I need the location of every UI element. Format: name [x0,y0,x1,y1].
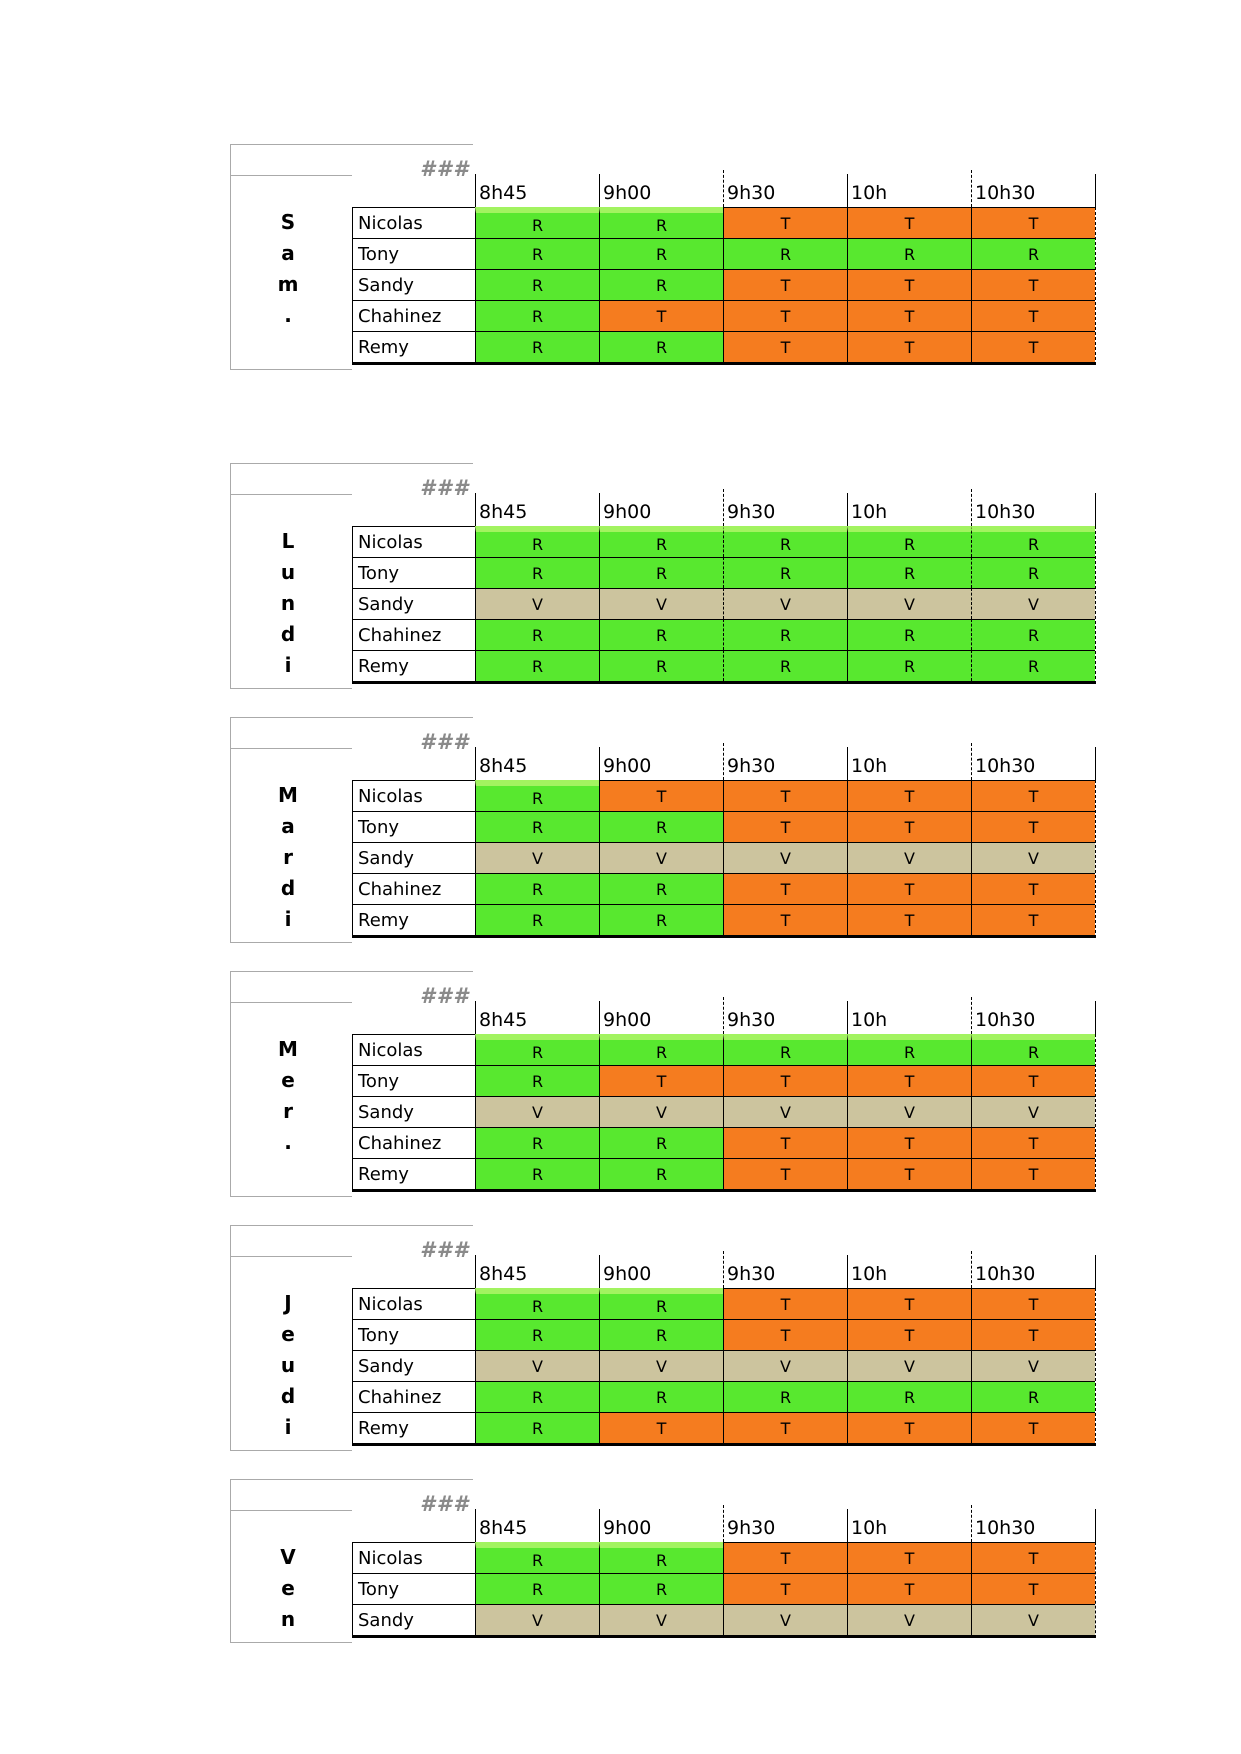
day-label-letter: i [284,907,292,931]
schedule-cell[interactable]: T [723,331,847,362]
schedule-cell[interactable]: R [599,904,723,935]
employee-name-cell[interactable]: Sandy [352,842,475,873]
schedule-cell[interactable]: R [847,1034,971,1065]
schedule-cell[interactable]: R [599,1542,723,1573]
schedule-cell[interactable]: R [599,811,723,842]
overflow-marker-cell[interactable]: ### [420,157,470,181]
day-label-letter: e [281,1068,295,1092]
schedule-cell[interactable]: R [599,1319,723,1350]
schedule-cell[interactable]: V [475,1350,599,1381]
schedule-cell[interactable]: T [971,1412,1095,1443]
schedule-cell[interactable]: R [971,619,1095,650]
schedule-cell[interactable]: T [971,300,1095,331]
page-break-dashed-line [971,997,972,1034]
day-label-letter: . [284,1130,292,1154]
schedule-cell[interactable]: R [971,650,1095,681]
schedule-cell[interactable]: V [723,1096,847,1127]
employee-name-cell[interactable]: Nicolas [352,1288,475,1319]
header-separator-line [599,1255,600,1288]
gridline-top [230,463,473,464]
day-label-letter: m [277,272,299,296]
schedule-cell[interactable]: R [475,1034,599,1065]
schedule-cell[interactable]: V [971,588,1095,619]
schedule-cell[interactable]: R [723,619,847,650]
time-header-cell[interactable]: 8h45 [479,1009,528,1031]
employee-name-cell[interactable]: Remy [352,904,475,935]
schedule-cell[interactable]: R [971,1034,1095,1065]
schedule-cell[interactable]: T [971,1065,1095,1096]
day-label-letter: a [281,814,295,838]
day-schedule-table [230,1225,1098,1453]
day-label-letter: a [281,241,295,265]
schedule-cell[interactable]: V [847,1350,971,1381]
time-header-cell[interactable]: 10h [851,1009,888,1031]
schedule-cell[interactable]: R [599,557,723,588]
employee-name-cell[interactable]: Nicolas [352,207,475,238]
schedule-cell[interactable]: R [475,557,599,588]
day-label-letter: e [281,1322,295,1346]
time-header-cell[interactable]: 10h30 [975,1009,1036,1031]
schedule-cell[interactable]: R [723,557,847,588]
time-header-cell[interactable]: 9h00 [603,1009,652,1031]
schedule-cell[interactable]: T [971,780,1095,811]
employee-name-cell[interactable]: Nicolas [352,780,475,811]
header-separator-line [475,1509,476,1542]
time-header-cell[interactable]: 8h45 [479,755,528,777]
day-label-letter: J [284,1291,292,1315]
header-separator-line [475,747,476,780]
header-separator-line [847,747,848,780]
schedule-cell[interactable]: R [475,1288,599,1319]
page-break-dashed-line-right [1095,1034,1096,1192]
gridline-bottom [230,1196,352,1197]
schedule-cell[interactable]: R [599,1573,723,1604]
day-label-letter: r [283,1099,293,1123]
schedule-cell[interactable]: R [971,238,1095,269]
schedule-cell[interactable]: T [847,811,971,842]
schedule-cell[interactable]: T [847,1065,971,1096]
schedule-cell[interactable]: V [847,1096,971,1127]
header-separator-line [475,493,476,526]
employee-name-cell[interactable]: Nicolas [352,1034,475,1065]
time-header-cell[interactable]: 10h30 [975,501,1036,523]
employee-name-cell[interactable]: Sandy [352,1350,475,1381]
schedule-cell[interactable]: R [599,1158,723,1189]
employee-name-cell[interactable]: Chahinez [352,619,475,650]
time-header-cell[interactable]: 8h45 [479,501,528,523]
header-separator-line [1095,1255,1096,1288]
schedule-cell[interactable]: R [475,780,599,811]
schedule-cell[interactable]: T [723,1065,847,1096]
schedule-cell[interactable]: T [847,1127,971,1158]
page-break-dashed-line [971,489,972,526]
header-separator-line [1095,493,1096,526]
schedule-cell[interactable]: T [971,207,1095,238]
schedule-cell[interactable]: R [847,650,971,681]
page-break-dashed-line [971,1505,972,1542]
time-header-cell[interactable]: 10h30 [975,1263,1036,1285]
header-separator-line [599,174,600,207]
schedule-cell[interactable]: V [847,1604,971,1635]
gridline-top [230,144,473,145]
schedule-cell[interactable]: V [599,588,723,619]
time-header-cell[interactable]: 9h30 [727,1009,776,1031]
header-separator-line [847,1001,848,1034]
schedule-cell[interactable]: T [723,1573,847,1604]
page-break-dashed-line [971,743,972,780]
employee-name-cell[interactable]: Tony [352,238,475,269]
header-separator-line [475,1255,476,1288]
gridline-bottom [230,1450,352,1451]
schedule-cell[interactable]: T [723,1412,847,1443]
time-header-cell[interactable]: 10h30 [975,1517,1036,1539]
schedule-cell[interactable]: R [599,873,723,904]
schedule-cell[interactable]: R [599,1034,723,1065]
day-label-letter: M [278,1037,298,1061]
day-label-letter: i [284,1415,292,1439]
schedule-cell[interactable]: T [847,300,971,331]
schedule-cell[interactable]: R [723,526,847,557]
employee-name-cell[interactable]: Remy [352,650,475,681]
schedule-cell[interactable]: V [723,1350,847,1381]
schedule-cell[interactable]: T [723,269,847,300]
day-label-letter: d [280,1384,296,1408]
schedule-cell[interactable]: T [971,904,1095,935]
overflow-marker-cell[interactable]: ### [420,1492,470,1516]
schedule-cell[interactable]: V [599,1350,723,1381]
day-label-letter: . [284,303,292,327]
schedule-grid [352,1288,1095,1446]
day-schedule-table [230,144,1098,372]
employee-name-cell[interactable]: Remy [352,331,475,362]
schedule-cell[interactable]: V [475,1096,599,1127]
overflow-marker-cell[interactable]: ### [420,984,470,1008]
schedule-cell[interactable]: T [723,904,847,935]
employee-name-cell[interactable]: Tony [352,1319,475,1350]
schedule-cell[interactable]: R [475,1158,599,1189]
time-header-cell[interactable]: 9h00 [603,182,652,204]
header-separator-line [1095,747,1096,780]
time-header-cell[interactable]: 10h [851,501,888,523]
employee-name-cell[interactable]: Nicolas [352,526,475,557]
schedule-cell[interactable]: R [847,526,971,557]
header-separator-line [599,1001,600,1034]
schedule-cell[interactable]: T [971,1127,1095,1158]
day-label-letter: e [281,1576,295,1600]
gridline-top [230,971,473,972]
employee-name-cell[interactable]: Chahinez [352,873,475,904]
schedule-cell[interactable]: T [971,1288,1095,1319]
schedule-cell[interactable]: T [847,269,971,300]
schedule-cell[interactable]: R [475,1065,599,1096]
time-header-cell[interactable]: 9h30 [727,501,776,523]
schedule-cell[interactable]: R [599,1127,723,1158]
day-label-letter: d [280,622,296,646]
time-header-cell[interactable]: 8h45 [479,1517,528,1539]
time-header-cell[interactable]: 9h30 [727,1517,776,1539]
time-header-cell[interactable]: 10h30 [975,755,1036,777]
schedule-cell[interactable]: R [971,1381,1095,1412]
schedule-cell[interactable]: R [599,269,723,300]
schedule-cell[interactable]: V [723,842,847,873]
day-label-letter: M [278,783,298,807]
page-break-dashed-line [723,997,724,1034]
schedule-cell[interactable]: T [723,1319,847,1350]
schedule-cell[interactable]: V [847,588,971,619]
schedule-cell[interactable]: R [475,619,599,650]
day-label-letter: S [280,210,296,234]
header-separator-line [1095,174,1096,207]
schedule-cell[interactable]: R [971,557,1095,588]
employee-name-cell[interactable]: Sandy [352,588,475,619]
gridline-bottom [230,369,352,370]
schedule-cell[interactable]: R [599,238,723,269]
employee-name-cell[interactable]: Sandy [352,1604,475,1635]
time-header-cell[interactable]: 9h30 [727,182,776,204]
page-break-dashed-line-right [1095,207,1096,365]
header-separator-line [847,493,848,526]
schedule-cell[interactable]: R [599,1288,723,1319]
day-label-letter: V [280,1545,296,1569]
schedule-cell[interactable]: R [475,238,599,269]
time-header-cell[interactable]: 9h30 [727,1263,776,1285]
schedule-cell[interactable]: R [723,1034,847,1065]
schedule-cell[interactable]: T [971,873,1095,904]
page-break-dashed-line [723,170,724,207]
employee-name-cell[interactable]: Chahinez [352,1127,475,1158]
day-label-letter: r [283,845,293,869]
schedule-cell[interactable]: R [847,238,971,269]
schedule-cell[interactable]: T [971,811,1095,842]
gridline-top [230,717,473,718]
gridline-bottom [230,942,352,943]
schedule-cell[interactable]: T [723,300,847,331]
schedule-cell[interactable]: T [971,331,1095,362]
employee-name-cell[interactable]: Chahinez [352,1381,475,1412]
schedule-cell[interactable]: T [723,1542,847,1573]
time-header-cell[interactable]: 10h30 [975,182,1036,204]
schedule-cell[interactable]: R [475,1319,599,1350]
schedule-cell[interactable]: T [971,269,1095,300]
schedule-cell[interactable]: T [599,1065,723,1096]
schedule-cell[interactable]: R [475,904,599,935]
header-separator-line [847,174,848,207]
schedule-cell[interactable]: T [847,1158,971,1189]
page-break-dashed-line [723,489,724,526]
schedule-cell[interactable]: V [723,588,847,619]
employee-name-cell[interactable]: Remy [352,1158,475,1189]
schedule-cell[interactable]: V [723,1604,847,1635]
schedule-cell[interactable]: T [599,780,723,811]
time-header-cell[interactable]: 9h00 [603,501,652,523]
schedule-cell[interactable]: V [475,1604,599,1635]
time-header-cell[interactable]: 10h [851,1263,888,1285]
schedule-cell[interactable]: T [723,1127,847,1158]
schedule-cell[interactable]: V [599,1604,723,1635]
header-separator-line [599,1509,600,1542]
schedule-cell[interactable]: R [599,207,723,238]
schedule-cell[interactable]: T [723,873,847,904]
day-label-letter: n [280,591,296,615]
time-header-cell[interactable]: 9h00 [603,1517,652,1539]
day-label-letter: n [280,1607,296,1631]
employee-name-cell[interactable]: Sandy [352,1096,475,1127]
page-break-dashed-line-right [1095,1542,1096,1638]
schedule-grid [352,207,1095,365]
schedule-cell[interactable]: T [847,904,971,935]
day-label-letter: u [280,1353,296,1377]
gridline-top [230,1479,473,1480]
schedule-cell[interactable]: T [599,300,723,331]
employee-name-cell[interactable]: Chahinez [352,300,475,331]
schedule-cell[interactable]: R [475,269,599,300]
schedule-cell[interactable]: T [847,1542,971,1573]
schedule-cell[interactable]: R [723,1381,847,1412]
schedule-cell[interactable]: R [847,1381,971,1412]
schedule-cell[interactable]: V [475,588,599,619]
time-header-cell[interactable]: 8h45 [479,1263,528,1285]
schedule-cell[interactable]: R [723,238,847,269]
schedule-cell[interactable]: T [971,1158,1095,1189]
page-break-dashed-line [723,1505,724,1542]
employee-name-cell[interactable]: Remy [352,1412,475,1443]
schedule-cell[interactable]: R [475,811,599,842]
schedule-cell[interactable]: V [475,842,599,873]
schedule-cell[interactable]: R [475,1542,599,1573]
employee-name-cell[interactable]: Nicolas [352,1542,475,1573]
schedule-cell[interactable]: R [599,650,723,681]
gridline-bottom [230,688,352,689]
schedule-cell[interactable]: T [599,1412,723,1443]
header-separator-line [475,1001,476,1034]
schedule-grid [352,1034,1095,1192]
schedule-cell[interactable]: T [723,780,847,811]
day-label-letter: i [284,653,292,677]
schedule-cell[interactable]: T [723,207,847,238]
schedule-cell[interactable]: V [971,1096,1095,1127]
day-schedule-table [230,971,1098,1199]
schedule-cell[interactable]: T [971,1319,1095,1350]
header-separator-line [599,493,600,526]
time-header-cell[interactable]: 9h30 [727,755,776,777]
page-break-dashed-line [971,170,972,207]
time-header-cell[interactable]: 10h [851,1517,888,1539]
time-header-cell[interactable]: 8h45 [479,182,528,204]
schedule-cell[interactable]: R [475,1381,599,1412]
schedule-cell[interactable]: R [475,650,599,681]
time-header-cell[interactable]: 9h00 [603,1263,652,1285]
schedule-cell[interactable]: T [847,873,971,904]
page-break-dashed-line-right [1095,526,1096,684]
header-separator-line [1095,1001,1096,1034]
schedule-cell[interactable]: T [847,1288,971,1319]
header-separator-line [475,174,476,207]
schedule-cell[interactable]: T [723,1158,847,1189]
schedule-cell[interactable]: T [723,1288,847,1319]
header-separator-line [847,1509,848,1542]
overflow-marker-cell[interactable]: ### [420,1238,470,1262]
schedule-cell[interactable]: T [847,1573,971,1604]
employee-name-cell[interactable]: Tony [352,557,475,588]
schedule-cell[interactable]: T [971,1542,1095,1573]
employee-name-cell[interactable]: Sandy [352,269,475,300]
schedule-cell[interactable]: T [847,1412,971,1443]
gridline-top [230,1225,473,1226]
page-break-dashed-line-right [1095,780,1096,938]
schedule-cell[interactable]: V [599,842,723,873]
schedule-cell[interactable]: T [847,207,971,238]
schedule-cell[interactable]: R [475,1412,599,1443]
day-schedule-table [230,463,1098,691]
schedule-grid [352,526,1095,684]
page-break-dashed-line-right [1095,1288,1096,1446]
schedule-cell[interactable]: V [847,842,971,873]
header-separator-line [1095,1509,1096,1542]
schedule-cell[interactable]: R [475,1573,599,1604]
schedule-cell[interactable]: V [599,1096,723,1127]
header-separator-line [599,747,600,780]
schedule-cell[interactable]: R [475,300,599,331]
schedule-grid [352,780,1095,938]
time-header-cell[interactable]: 9h00 [603,755,652,777]
schedule-cell[interactable]: R [475,526,599,557]
schedule-cell[interactable]: R [475,873,599,904]
schedule-cell[interactable]: R [475,331,599,362]
day-label-letter: L [281,529,295,553]
schedule-cell[interactable]: R [599,619,723,650]
schedule-grid [352,1542,1095,1638]
schedule-cell[interactable]: T [847,1319,971,1350]
header-separator-line [847,1255,848,1288]
employee-name-cell[interactable]: Tony [352,811,475,842]
gridline-bottom [230,1642,352,1643]
schedule-cell[interactable]: T [971,1573,1095,1604]
schedule-cell[interactable]: V [971,1350,1095,1381]
page-break-dashed-line [723,743,724,780]
schedule-cell[interactable]: R [475,207,599,238]
schedule-cell[interactable]: R [599,1381,723,1412]
schedule-cell[interactable]: T [847,331,971,362]
day-label-letter: u [280,560,296,584]
time-header-cell[interactable]: 10h [851,755,888,777]
schedule-cell[interactable]: R [847,557,971,588]
day-schedule-table [230,1479,1098,1645]
employee-name-cell[interactable]: Tony [352,1573,475,1604]
overflow-marker-cell[interactable]: ### [420,730,470,754]
time-header-cell[interactable]: 10h [851,182,888,204]
schedule-cell[interactable]: V [971,1604,1095,1635]
schedule-cell[interactable]: T [847,780,971,811]
overflow-marker-cell[interactable]: ### [420,476,470,500]
schedule-cell[interactable]: R [847,619,971,650]
schedule-cell[interactable]: T [723,811,847,842]
schedule-cell[interactable]: R [723,650,847,681]
employee-name-cell[interactable]: Tony [352,1065,475,1096]
schedule-cell[interactable]: R [599,526,723,557]
page-break-dashed-line [723,1251,724,1288]
page-break-dashed-line [971,1251,972,1288]
day-label-letter: d [280,876,296,900]
schedule-cell[interactable]: R [599,331,723,362]
schedule-cell[interactable]: R [971,526,1095,557]
day-schedule-table [230,717,1098,945]
schedule-cell[interactable]: V [971,842,1095,873]
schedule-cell[interactable]: R [475,1127,599,1158]
